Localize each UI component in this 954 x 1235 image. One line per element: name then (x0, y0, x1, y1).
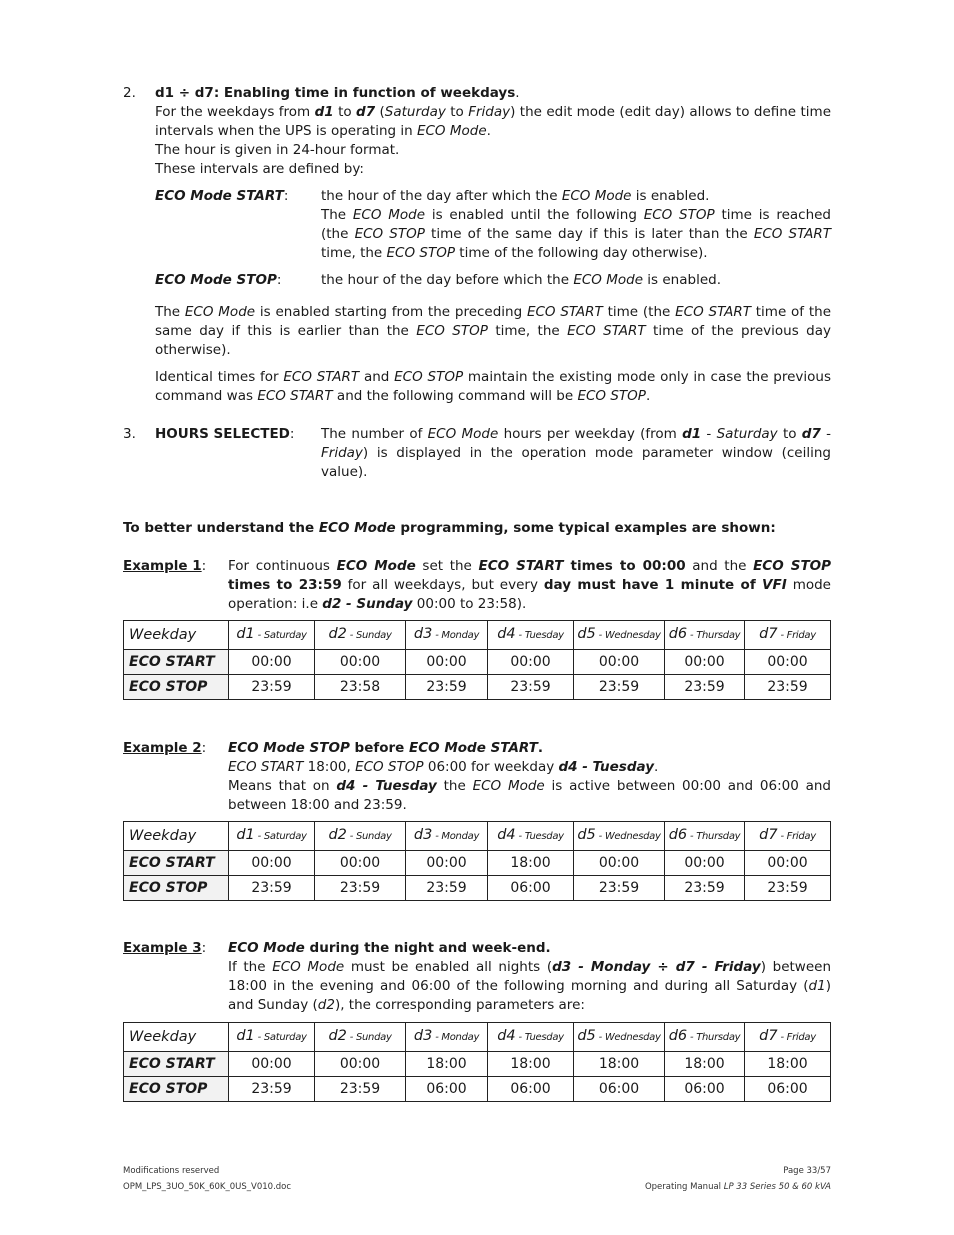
table-cell: 00:00 (315, 851, 406, 876)
eco-stop-row (124, 675, 831, 700)
table-cell: 18:00 (406, 1052, 488, 1077)
eco-stop-row (124, 1077, 831, 1102)
table-cell: 00:00 (315, 650, 406, 675)
day-header: d5 - Wednesday (574, 822, 665, 851)
section-2-note-2: Identical times for ECO START and ECO STOP maintain the existing mode only in case the previous command was ECO START and the following command will be ECO STOP. (155, 369, 832, 404)
table-cell: 23:59 (745, 876, 831, 901)
section-2-line: The hour is given in 24-hour format. (155, 142, 400, 158)
table-cell: 18:00 (488, 851, 574, 876)
day-header: d7 - Friday (745, 621, 831, 650)
row-label: ECO START (124, 650, 229, 675)
day-header: d3 - Monday (406, 1023, 488, 1052)
table-cell: 23:59 (315, 1077, 406, 1102)
row-label: ECO STOP (124, 1077, 229, 1102)
eco-start-row (124, 1052, 831, 1077)
day-header: d6 - Thursday (665, 822, 745, 851)
example-2-label: Example 2: (123, 740, 207, 756)
table-cell: 23:59 (665, 876, 745, 901)
table-cell: 06:00 (665, 1077, 745, 1102)
eco-stop-row (124, 876, 831, 901)
table-cell: 23:59 (406, 675, 488, 700)
day-header: d4 - Tuesday (488, 822, 574, 851)
table-cell: 23:59 (488, 675, 574, 700)
row-label: ECO START (124, 851, 229, 876)
table-cell: 18:00 (665, 1052, 745, 1077)
table-cell: 00:00 (229, 1052, 315, 1077)
day-header: d3 - Monday (406, 621, 488, 650)
example-3-table (123, 1022, 831, 1102)
table-cell: 06:00 (574, 1077, 665, 1102)
footer-left: Modifications reserved OPM_LPS_3UO_50K_60K_0US_V010.doc (123, 1166, 292, 1192)
example-3-description: ECO Mode during the night and week-end. If the ECO Mode must be enabled all nights (d3 - Monday ÷ d7 - Friday) between 18:00 in the evening and 06:00 of the following morning and during all Saturday (d1) and Sunday (d2), the corresponding parameters are: (228, 940, 832, 1013)
table-cell: 00:00 (229, 851, 315, 876)
table-cell: 23:59 (229, 876, 315, 901)
table-cell: 00:00 (229, 650, 315, 675)
day-header: d5 - Wednesday (574, 1023, 665, 1052)
eco-stop-label: ECO Mode STOP: (155, 272, 282, 288)
table-cell: 06:00 (406, 1077, 488, 1102)
table-cell: 00:00 (406, 851, 488, 876)
table-header-row (124, 1023, 831, 1052)
table-cell: 06:00 (488, 876, 574, 901)
day-header: d5 - Wednesday (574, 621, 665, 650)
day-header: d4 - Tuesday (488, 621, 574, 650)
table-cell: 23:58 (315, 675, 406, 700)
eco-start-description: the hour of the day after which the ECO Mode is enabled. The ECO Mode is enabled until the following ECO STOP time is reached (the ECO STOP time of the same day if this is later than the ECO START time, the ECO STOP time of the following day otherwise). (321, 188, 831, 261)
table-cell: 23:59 (665, 675, 745, 700)
table-cell: 18:00 (574, 1052, 665, 1077)
day-header: d1 - Saturday (229, 822, 315, 851)
example-2-table (123, 821, 831, 901)
hours-selected-label: HOURS SELECTED: (155, 426, 295, 442)
section-2-paragraph: For the weekdays from d1 to d7 (Saturday to Friday) the edit mode (edit day) allows to define time intervals when the UPS is operating in ECO Mode. (155, 104, 832, 139)
section-2-line: These intervals are defined by: (155, 161, 364, 177)
weekday-header: Weekday (124, 1023, 229, 1052)
row-label: ECO STOP (124, 675, 229, 700)
table-cell: 23:59 (574, 876, 665, 901)
day-header: d2 - Sunday (315, 1023, 406, 1052)
day-header: d7 - Friday (745, 822, 831, 851)
table-cell: 18:00 (488, 1052, 574, 1077)
section-2 (155, 84, 831, 179)
table-header-row (124, 822, 831, 851)
section-2-note-1: The ECO Mode is enabled starting from the preceding ECO START time (the ECO START time of the same day if this is earlier than the ECO STOP time, the ECO START time of the previous day otherwise). (155, 304, 832, 358)
table-cell: 00:00 (665, 650, 745, 675)
table-cell: 06:00 (745, 1077, 831, 1102)
day-header: d1 - Saturday (229, 1023, 315, 1052)
example-1-label: Example 1: (123, 558, 207, 574)
weekday-header: Weekday (124, 621, 229, 650)
row-label: ECO STOP (124, 876, 229, 901)
section-3-number: 3. (123, 426, 136, 442)
section-2-heading: d1 ÷ d7: Enabling time in function of weekdays. (155, 85, 520, 101)
table-cell: 23:59 (745, 675, 831, 700)
section-2-number: 2. (123, 85, 136, 101)
day-header: d4 - Tuesday (488, 1023, 574, 1052)
table-cell: 00:00 (574, 851, 665, 876)
table-cell: 23:59 (229, 675, 315, 700)
table-cell: 18:00 (745, 1052, 831, 1077)
example-1-table (123, 620, 831, 700)
eco-start-row (124, 851, 831, 876)
table-cell: 00:00 (574, 650, 665, 675)
table-cell: 23:59 (229, 1077, 315, 1102)
day-header: d1 - Saturday (229, 621, 315, 650)
example-1-description: For continuous ECO Mode set the ECO START times to 00:00 and the ECO STOP times to 23:59 for all weekdays, but every day must have 1 minute of VFI mode operation: i.e d2 - Sunday 00:00 to 23:58). (228, 558, 832, 612)
day-header: d2 - Sunday (315, 822, 406, 851)
example-3-label: Example 3: (123, 940, 207, 956)
table-cell: 06:00 (488, 1077, 574, 1102)
example-2-description: ECO Mode STOP before ECO Mode START. ECO START 18:00, ECO STOP 06:00 for weekday d4 - Tuesday. Means that on d4 - Tuesday the ECO Mode is active between 00:00 and 06:00 and between 18:00 and 23:59. (228, 740, 831, 813)
table-cell: 00:00 (745, 650, 831, 675)
row-label: ECO START (124, 1052, 229, 1077)
table-cell: 00:00 (745, 851, 831, 876)
day-header: d6 - Thursday (665, 621, 745, 650)
table-header-row (124, 621, 831, 650)
table-cell: 00:00 (665, 851, 745, 876)
table-cell: 00:00 (488, 650, 574, 675)
footer-right: Page 33/57 Operating Manual LP 33 Series 50 & 60 kVA (644, 1166, 831, 1192)
eco-start-label: ECO Mode START: (155, 188, 289, 204)
weekday-header: Weekday (124, 822, 229, 851)
day-header: d7 - Friday (745, 1023, 831, 1052)
hours-selected-description: The number of ECO Mode hours per weekday (from d1 - Saturday to d7 - Friday) is displayed in the operation mode parameter window (ceiling value). (321, 426, 832, 480)
day-header: d3 - Monday (406, 822, 488, 851)
day-header: d2 - Sunday (315, 621, 406, 650)
table-cell: 23:59 (574, 675, 665, 700)
table-cell: 00:00 (315, 1052, 406, 1077)
eco-start-row (124, 650, 831, 675)
table-cell: 23:59 (315, 876, 406, 901)
table-cell: 23:59 (406, 876, 488, 901)
examples-intro: To better understand the ECO Mode programming, some typical examples are shown: (123, 520, 776, 536)
day-header: d6 - Thursday (665, 1023, 745, 1052)
eco-stop-description: the hour of the day before which the ECO Mode is enabled. (321, 272, 721, 288)
table-cell: 00:00 (406, 650, 488, 675)
